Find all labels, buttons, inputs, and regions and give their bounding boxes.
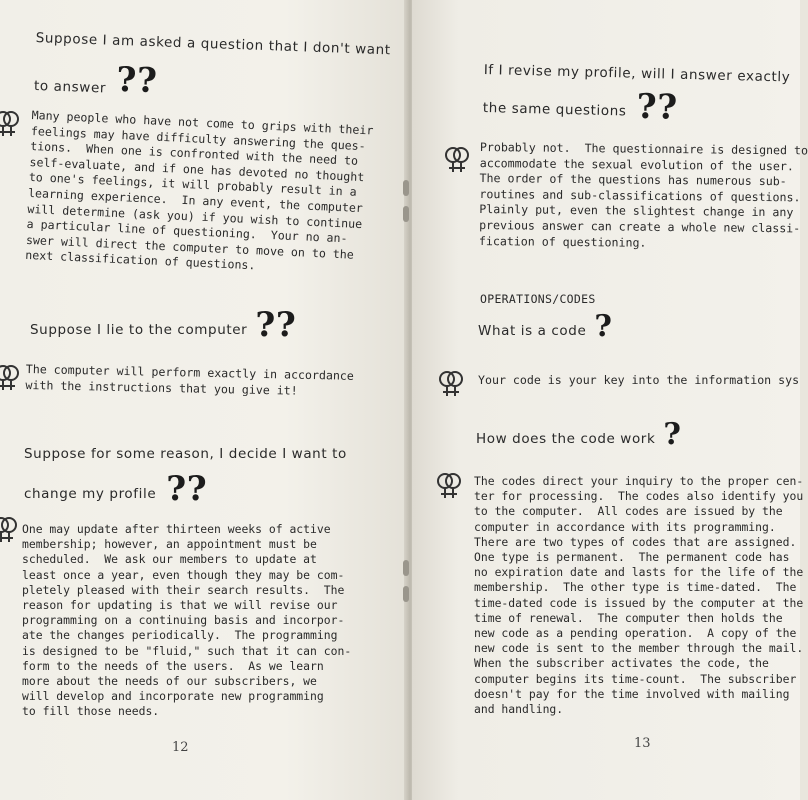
right-page: [412, 0, 808, 800]
staple: [403, 560, 409, 576]
answer-3: The codes direct your inquiry to the proper cen- ter for processing. The codes also identify you to the computer. All codes are issued by the computer in accordance with its programming. There are two types of codes that are assigned. One type is permanent. The permanent code has no expiration date and lasts for the life of the membership. The other type is time-dated. The time-dated code is issued by the computer at the time of renewal. The computer then holds the new code as a pending operation. A copy of the new code is sent to the member through the mail. When the subscriber activates the code, the computer begins its time-count. The subscriber doesn't pay for the time involved with mailing and handling.: [474, 474, 804, 717]
question-3-line1: Suppose for some reason, I decide I want to: [24, 446, 347, 462]
question-3: [476, 417, 682, 452]
question-2-text: Suppose I lie to the computer: [30, 322, 248, 338]
double-venus-icon: [0, 514, 20, 544]
section-heading: OPERATIONS/CODES: [480, 292, 596, 306]
double-venus-icon: [0, 362, 22, 392]
question-3-line2: change my profile: [24, 486, 157, 502]
question-1-line1: Suppose I am asked a question that I don't want: [35, 30, 391, 59]
question-3-text: How does the code work: [476, 431, 656, 447]
staple: [403, 586, 409, 602]
question-mark-icon: ??: [166, 469, 208, 509]
question-1-line1: If I revise my profile, will I answer exactly: [483, 62, 791, 86]
staple: [403, 180, 409, 196]
page-number: 12: [172, 740, 189, 755]
question-3: [24, 446, 347, 509]
page-number: 13: [634, 736, 651, 751]
double-venus-icon: [436, 368, 466, 398]
double-venus-icon: [0, 108, 22, 138]
question-1-line2: the same questions: [482, 99, 627, 120]
question-mark-icon: ??: [636, 86, 679, 128]
question-2: [478, 309, 613, 344]
question-2: [30, 305, 297, 345]
question-1: [34, 30, 391, 106]
answer-2: Your code is your key into the information sys: [478, 373, 800, 387]
question-1-line2: to answer: [33, 77, 107, 97]
answer-2: The computer will perform exactly in accordance with the instructions that you give it!: [25, 362, 354, 398]
question-mark-icon: ??: [255, 305, 297, 345]
question-2-text: What is a code: [478, 323, 587, 339]
question-mark-icon: ?: [594, 309, 613, 344]
question-mark-icon: ?: [663, 417, 682, 452]
question-mark-icon: ??: [115, 59, 159, 102]
answer-3: One may update after thirteen weeks of active membership; however, an appointment must be scheduled. We ask our members to update at least once a year, even though they may be com- pletely pleased with their search results. The reason for updating is that we will revise our programming on a continuing basis and incorpor- ate the changes periodically. The programming is designed to be "fluid," such that it can con- form to the needs of the users. As we learn more about the needs of our subscribers, we will develop and incorporate new programming to fill those needs.: [22, 522, 352, 719]
answer-1: Many people who have not come to grips with their feelings may have difficulty answering the ques- tions. When one is confronted with the need to self-evaluate, and if one has devoted no thought to one's feelings, it will probably result in a learning experience. In any event, the computer will determine (ask you) if you wish to continue a particular line of questioning. Your no an- swer will direct the computer to move on to the next classification of questions.: [24, 108, 374, 273]
double-venus-icon: [434, 470, 464, 500]
question-1: [483, 62, 791, 127]
answer-1: Probably not. The questionnaire is designed to accommodate the sexual evolution of the user. The order of the questions has numerous sub- routines and sub-classifications of questions. Plainly put, even the slightest change in any previous answer can create a whole new classi- fication of questioning.: [478, 140, 808, 250]
double-venus-icon: [442, 144, 472, 174]
staple: [403, 206, 409, 222]
